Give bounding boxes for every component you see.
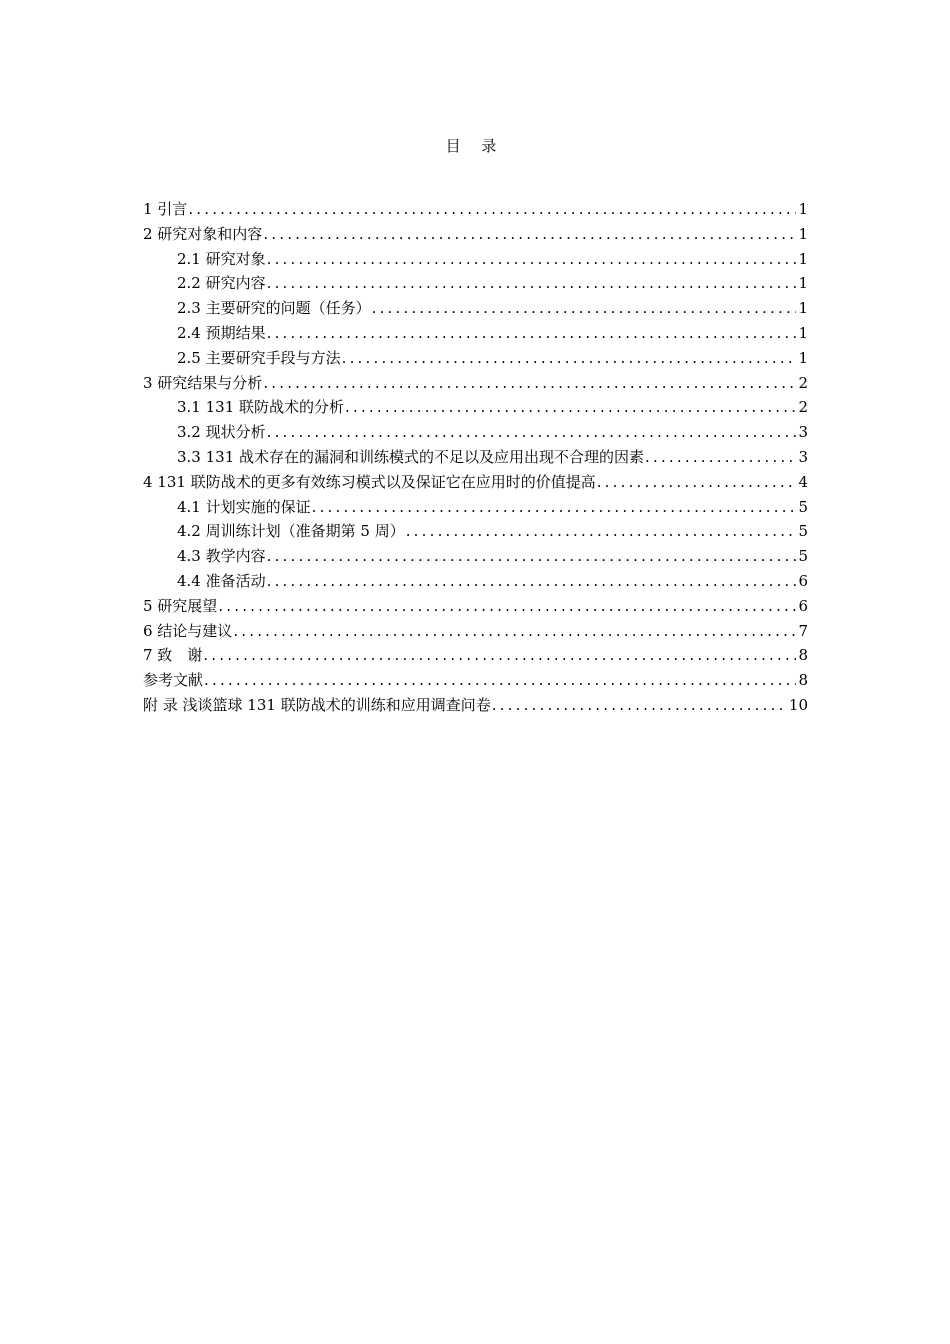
toc-entry[interactable] [143, 569, 808, 594]
toc-dot-leader [232, 619, 796, 644]
toc-entry-page-number: 1 [798, 323, 808, 342]
toc-entry-title: 4.2 周训练计划（准备期第 5 周） [177, 522, 405, 541]
toc-entry-title: 3.3 131 战术存在的漏洞和训练模式的不足以及应用出现不合理的因素 [177, 447, 645, 466]
toc-entry-title: 4.4 准备活动 [177, 571, 266, 590]
toc-entry[interactable] [143, 321, 808, 346]
toc-entry-page-number: 4 [798, 472, 808, 491]
toc-dot-leader [311, 495, 797, 520]
toc-entry[interactable] [143, 247, 808, 272]
toc-entry-title: 2.4 预期结果 [177, 323, 266, 342]
toc-entry-page-number: 10 [788, 695, 808, 714]
toc-dot-leader [187, 197, 796, 222]
toc-entry-page-number: 2 [798, 373, 808, 392]
toc-dot-leader [266, 247, 797, 272]
toc-entry[interactable] [143, 470, 808, 495]
toc-entry-page-number: 1 [798, 348, 808, 367]
toc-title: 目 录 [445, 137, 505, 155]
toc-entry[interactable] [143, 395, 808, 420]
toc-entry-page-number: 1 [798, 200, 808, 218]
toc-entry-page-number: 6 [798, 571, 808, 590]
toc-list [143, 197, 808, 718]
toc-entry-title: 2.5 主要研究手段与方法 [177, 348, 341, 367]
toc-dot-leader [266, 321, 797, 346]
toc-entry-title: 2.3 主要研究的问题（任务） [177, 299, 371, 318]
toc-entry[interactable] [143, 271, 808, 296]
toc-entry-page-number: 1 [798, 299, 808, 318]
toc-entry-title: 4 131 联防战术的更多有效练习模式以及保证它在应用时的价值提高 [143, 472, 596, 491]
toc-dot-leader [644, 445, 796, 470]
toc-dot-leader [217, 594, 796, 619]
toc-dot-leader [266, 569, 797, 594]
toc-entry-title: 2 研究对象和内容 [143, 224, 263, 243]
toc-entry-title: 4.3 教学内容 [177, 547, 266, 566]
toc-entry[interactable] [143, 222, 808, 247]
toc-entry-page-number: 1 [798, 274, 808, 293]
toc-dot-leader [596, 470, 797, 495]
toc-entry-title: 3 研究结果与分析 [143, 373, 263, 392]
toc-entry[interactable] [143, 693, 808, 718]
toc-entry[interactable] [143, 519, 808, 544]
toc-entry-title: 5 研究展望 [143, 596, 218, 615]
toc-entry-title: 2.2 研究内容 [177, 274, 266, 293]
toc-entry-page-number: 5 [798, 522, 808, 541]
toc-entry-title: 3.1 131 联防战术的分析 [177, 398, 345, 417]
toc-dot-leader [405, 519, 797, 544]
toc-entry[interactable] [143, 371, 808, 396]
toc-dot-leader [266, 271, 797, 296]
toc-entry[interactable] [143, 445, 808, 470]
toc-entry[interactable] [143, 594, 808, 619]
toc-dot-leader [203, 668, 796, 693]
toc-entry[interactable] [143, 197, 808, 222]
toc-dot-leader [266, 420, 797, 445]
toc-dot-leader [371, 296, 797, 321]
toc-dot-leader [344, 395, 796, 420]
toc-entry-page-number: 5 [798, 547, 808, 566]
toc-dot-leader [266, 544, 797, 569]
toc-entry[interactable] [143, 668, 808, 693]
toc-dot-leader [262, 371, 796, 396]
toc-entry-page-number: 3 [798, 447, 808, 466]
toc-entry-page-number: 2 [798, 398, 808, 417]
toc-entry-title: 6 结论与建议 [143, 621, 233, 640]
toc-entry-page-number: 5 [798, 497, 808, 516]
toc-entry[interactable] [143, 296, 808, 321]
toc-entry-page-number: 1 [798, 224, 808, 243]
toc-entry[interactable] [143, 346, 808, 371]
toc-dot-leader [262, 222, 796, 247]
toc-entry-page-number: 8 [798, 671, 808, 690]
toc-entry[interactable] [143, 544, 808, 569]
toc-dot-leader [491, 693, 787, 718]
toc-entry-title: 参考文献 [143, 671, 204, 690]
toc-entry-page-number: 8 [798, 646, 808, 665]
toc-entry-title: 3.2 现状分析 [177, 423, 266, 442]
toc-entry-page-number: 3 [798, 423, 808, 442]
toc-entry-title: 2.1 研究对象 [177, 249, 266, 268]
toc-entry-page-number: 6 [798, 596, 808, 615]
toc-entry[interactable] [143, 420, 808, 445]
toc-entry-title: 附 录 浅谈篮球 131 联防战术的训练和应用调查问卷 [143, 695, 491, 714]
toc-dot-leader [341, 346, 797, 371]
toc-dot-leader [202, 643, 796, 668]
toc-entry[interactable] [143, 495, 808, 520]
toc-entry-title: 1 引言 [143, 200, 188, 218]
toc-entry-title: 4.1 计划实施的保证 [177, 497, 311, 516]
toc-entry[interactable] [143, 619, 808, 644]
toc-entry[interactable] [143, 643, 808, 668]
toc-entry-page-number: 1 [798, 249, 808, 268]
toc-entry-page-number: 7 [798, 621, 808, 640]
toc-entry-title: 7 致 谢 [143, 646, 203, 665]
